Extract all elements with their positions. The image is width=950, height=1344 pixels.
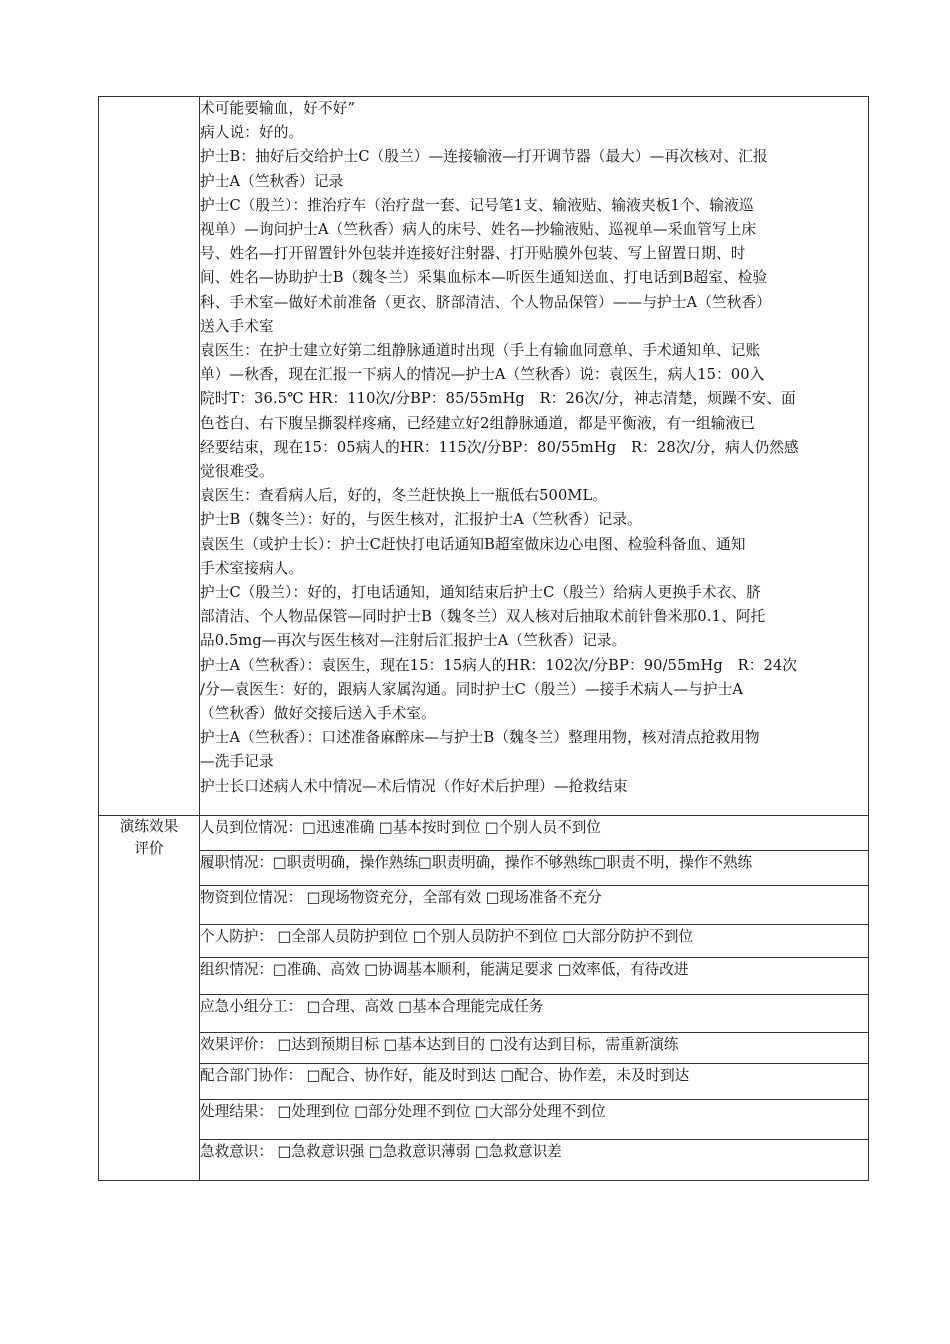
narrative-line: 护士B：抽好后交给护士C（殷兰）—连接输液—打开调节器（最大）—再次核对、汇报	[200, 148, 768, 166]
evaluation-label-line2: 评价	[134, 840, 164, 857]
evaluation-item-protection: 个人防护： □全部人员防护到位 □个别人员防护不到位 □大部分防护不到位	[200, 925, 869, 958]
evaluation-row	[99, 1064, 869, 1100]
narrative-line: 袁医生：查看病人后，好的，冬兰赶快换上一瓶低右500ML。	[200, 487, 608, 505]
narrative-line: 部清洁、个人物品保管—同时护士B（魏冬兰）双人核对后抽取术前针鲁米那0.1、阿托	[200, 608, 766, 626]
narrative-line: 护士A（竺秋香）：袁医生，现在15：15病人的HR：102次/分BP：90/55mHg R：24次	[200, 656, 798, 674]
evaluation-item-result: 处理结果： □处理到位 □部分处理不到位 □大部分处理不到位	[200, 1100, 869, 1140]
narrative-line: /分—袁医生：好的，跟病人家属沟通。同时护士C（殷兰）—接手术病人—与护士A	[200, 680, 744, 698]
evaluation-label-line1: 演练效果	[119, 818, 179, 835]
drill-record-table	[98, 96, 869, 1181]
narrative-line: 护士B（魏冬兰）：好的，与医生核对，汇报护士A（竺秋香）记录。	[200, 511, 642, 529]
narrative-line: 病人说：好的。	[200, 124, 304, 142]
narrative-line: 号、姓名—打开留置针外包装并连接好注射器、打开贴膜外包装、写上留置日期、时	[200, 245, 746, 263]
narrative-line: 科、手术室—做好术前准备（更衣、脐部清洁、个人物品保管）——与护士A（竺秋香）	[200, 293, 771, 311]
narrative-line: 袁医生：在护士建立好第二组静脉通道时出现（手上有输血同意单、手术通知单、记账	[200, 342, 761, 360]
narrative-line: —洗手记录	[200, 753, 274, 771]
narrative-line: 护士A（竺秋香）：口述准备麻醉床—与护士B（魏冬兰）整理用物，核对清点抢救用物	[200, 729, 760, 747]
narrative-line: 手术室接病人。	[200, 559, 304, 577]
procedure-narrative-cell	[200, 97, 869, 816]
document-frame	[98, 96, 868, 1181]
narrative-line: 视单）—询问护士A（竺秋香）病人的床号、姓名—抄输液贴、巡视单—采血管写上床	[200, 221, 757, 239]
evaluation-row	[99, 1100, 869, 1140]
narrative-line: 术可能要输血，好不好”	[200, 100, 356, 117]
narrative-line: 送入手术室	[200, 317, 274, 335]
evaluation-row	[99, 1140, 869, 1181]
narrative-line: 单）—秋香，现在汇报一下病人的情况—护士A（竺秋香）说：袁医生，病人15：00入	[200, 366, 765, 384]
evaluation-item-effect: 效果评价： □达到预期目标 □基本达到目的 □没有达到目标，需重新演练	[200, 1033, 869, 1064]
evaluation-item-organization: 组织情况：□准确、高效 □协调基本顺利，能满足要求 □效率低，有待改进	[200, 958, 869, 995]
evaluation-row	[99, 925, 869, 958]
evaluation-item-staffing: 人员到位情况：□迅速准确 □基本按时到位 □个别人员不到位	[200, 816, 869, 851]
narrative-line: 经要结束，现在15：05病人的HR：115次/分BP：80/55mHg R：28次/分，病人仍然感	[200, 438, 799, 456]
narrative-line: 袁医生（或护士长）：护士C赶快打电话通知B超室做床边心电图、检验科备血、通知	[200, 535, 746, 553]
evaluation-row	[99, 816, 869, 851]
evaluation-row	[99, 886, 869, 925]
evaluation-row	[99, 851, 869, 886]
evaluation-label-cell	[99, 816, 200, 1181]
narrative-line: 护士A（竺秋香）记录	[200, 172, 344, 190]
narrative-line: 院时T：36.5℃ HR：110次/分BP：85/55mHg R：26次/分，神志清楚，烦躁不安、面	[200, 390, 796, 408]
narrative-line: 觉很难受。	[200, 463, 274, 481]
evaluation-item-supplies: 物资到位情况： □现场物资充分，全部有效 □现场准备不充分	[200, 886, 869, 925]
evaluation-item-cooperation: 配合部门协作： □配合、协作好，能及时到达 □配合、协作差，未及时到达	[200, 1064, 869, 1100]
evaluation-row	[99, 995, 869, 1033]
narrative-line: （竺秋香）做好交接后送入手术室。	[200, 705, 436, 723]
narrative-line: 护士C（殷兰）：推治疗车（治疗盘一套、记号笔1支、输液贴、输液夹板1个、输液巡	[200, 196, 754, 214]
narrative-line: 护士长口述病人术中情况—术后情况（作好术后护理）—抢救结束	[200, 777, 628, 795]
narrative-line: 间、姓名—协助护士B（魏冬兰）采集血标本—听医生通知送血、打电话到B超室、检验	[200, 269, 768, 287]
procedure-label-cell	[99, 97, 200, 816]
evaluation-row	[99, 958, 869, 995]
procedure-row	[99, 97, 869, 816]
evaluation-row	[99, 1033, 869, 1064]
narrative-line: 品0.5mg—再次与医生核对—注射后汇报护士A（竺秋香）记录。	[200, 632, 627, 650]
narrative-line: 护士C（殷兰）：好的，打电话通知，通知结束后护士C（殷兰）给病人更换手术衣、脐	[200, 584, 761, 602]
evaluation-item-team-division: 应急小组分工： □合理、高效 □基本合理能完成任务	[200, 995, 869, 1033]
evaluation-item-first-aid: 急救意识： □急救意识强 □急救意识薄弱 □急救意识差	[200, 1140, 869, 1181]
evaluation-item-duties: 履职情况：□职责明确，操作熟练□职责明确，操作不够熟练□职责不明，操作不熟练	[200, 851, 869, 886]
narrative-line: 色苍白、右下腹呈撕裂样疼痛，已经建立好2组静脉通道，都是平衡液，有一组输液已	[200, 414, 755, 432]
